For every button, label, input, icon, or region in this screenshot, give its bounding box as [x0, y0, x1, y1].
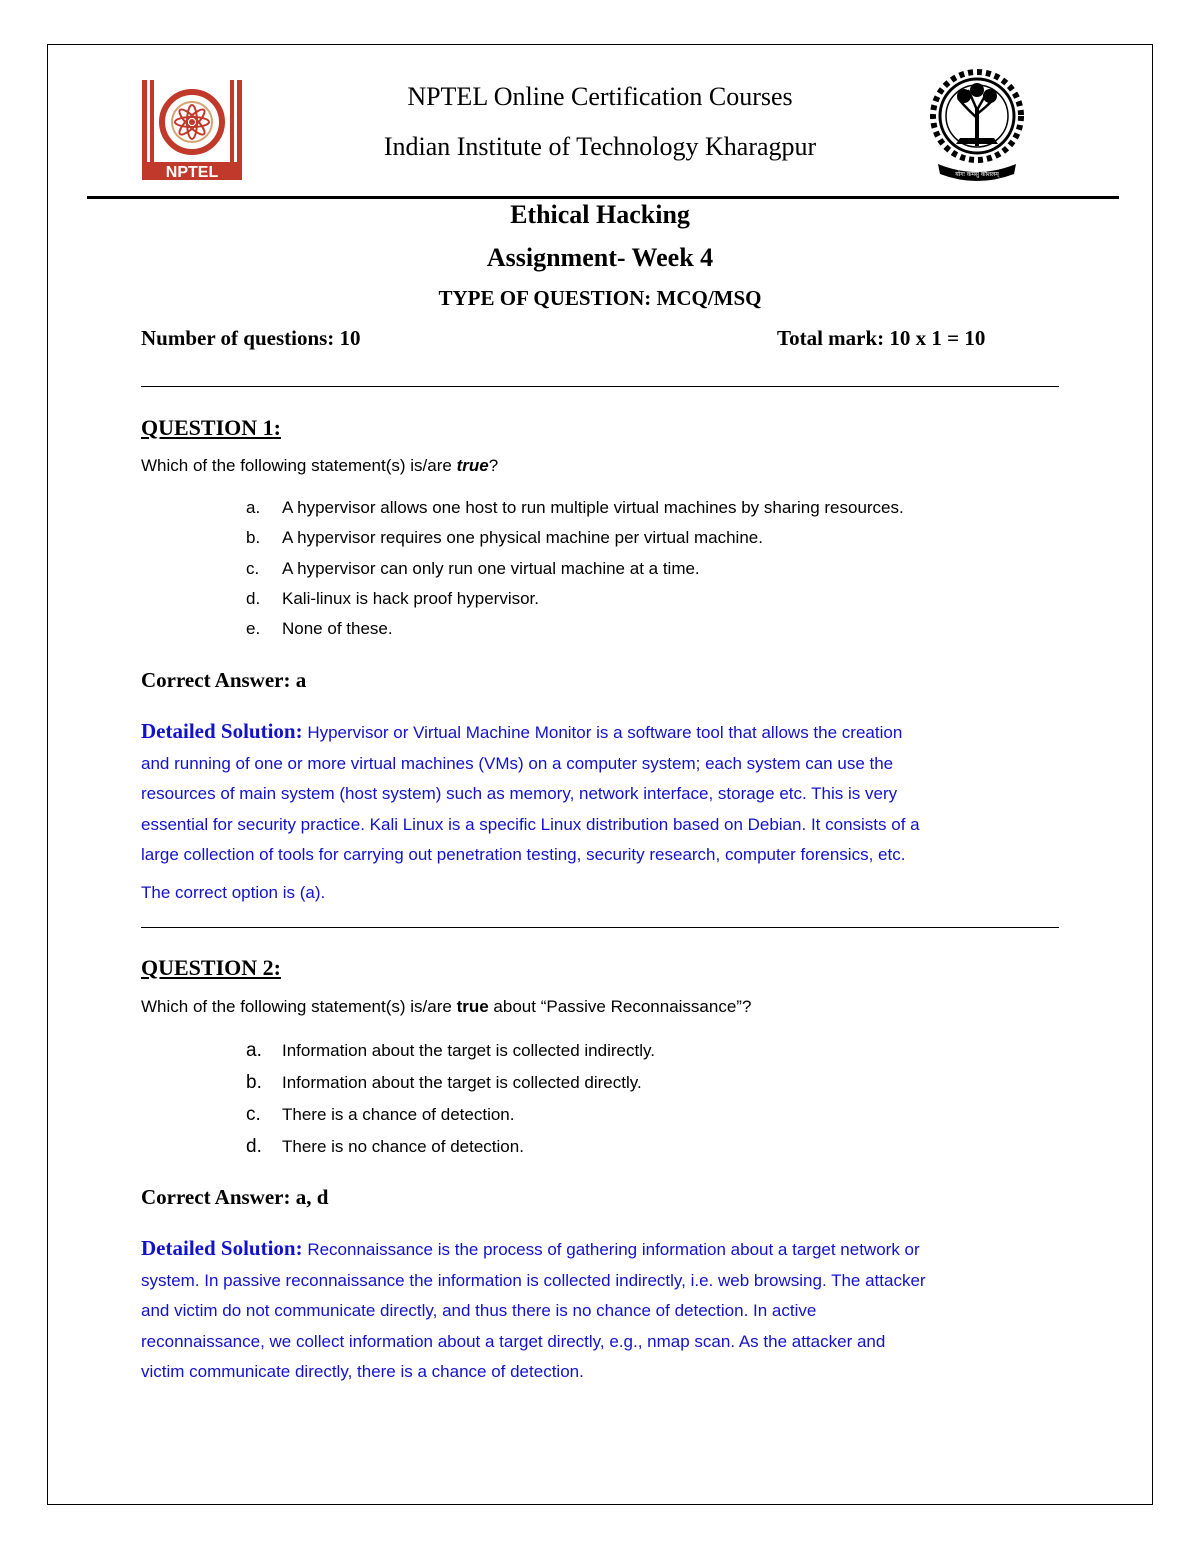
- question-2-text: Which of the following statement(s) is/are true about “Passive Reconnaissance”?: [141, 997, 752, 1016]
- q1-option-e: e. None of these.: [246, 619, 393, 638]
- question-1-text: Which of the following statement(s) is/are true?: [141, 456, 499, 475]
- q2-detailed-solution: Detailed Solution: Reconnaissance is the process of gathering information about a target network or system. In passive reconnaissance the information is collected indirectly, i.e. web browsing. The attacker and victim do not communicate directly, and thus there is no chance of detection. In active reconnaissance, we collect information about a target directly, e.g., nmap scan. As the attacker and victim communicate directly, there is a chance of detection.: [141, 1236, 926, 1381]
- question-2-heading: QUESTION 2:: [141, 955, 281, 980]
- question-1-heading: QUESTION 1:: [141, 415, 281, 440]
- course-title: Ethical Hacking: [510, 200, 690, 229]
- q2-option-c: c. There is a chance of detection.: [246, 1104, 515, 1125]
- q1-option-c: c. A hypervisor can only run one virtual machine at a time.: [246, 559, 700, 578]
- q1-option-a: a. A hypervisor allows one host to run multiple virtual machines by sharing resources.: [246, 498, 904, 517]
- q1-correct-option: The correct option is (a).: [141, 882, 326, 902]
- q2-option-a: a. Information about the target is collected indirectly.: [246, 1040, 655, 1061]
- q2-option-b: b. Information about the target is collected directly.: [246, 1072, 642, 1093]
- separator: [141, 386, 1059, 387]
- q1-detailed-solution: Detailed Solution: Hypervisor or Virtual Machine Monitor is a software tool that allows the creation and running of one or more virtual machines (VMs) on a computer system; each system can use the resources of main system (host system) such as memory, network interface, storage etc. This is very essential for security practice. Kali Linux is a specific Linux distribution based on Debian. It consists of a large collection of tools for carrying out penetration testing, security research, computer forensics, etc. The correct option is (a).: [141, 716, 1071, 908]
- number-of-questions: Number of questions: 10: [141, 326, 361, 350]
- total-mark: Total mark: 10 x 1 = 10: [777, 326, 986, 350]
- q2-correct-answer: Correct Answer: a, d: [141, 1185, 329, 1209]
- assignment-title: Assignment- Week 4: [486, 243, 714, 272]
- separator: [141, 927, 1059, 928]
- q1-option-d: d. Kali-linux is hack proof hypervisor.: [246, 589, 540, 608]
- q1-option-b: b. A hypervisor requires one physical machine per virtual machine.: [246, 528, 763, 547]
- q1-correct-answer: Correct Answer: a: [141, 668, 307, 692]
- header-divider: [87, 196, 1119, 199]
- nptel-logo-text: NPTEL: [165, 164, 219, 181]
- header-line-2: Indian Institute of Technology Kharagpur: [383, 132, 817, 161]
- q2-option-d: d. There is no chance of detection.: [246, 1136, 524, 1157]
- question-type: TYPE OF QUESTION: MCQ/MSQ: [438, 286, 762, 310]
- header-line-1: NPTEL Online Certification Courses: [407, 82, 793, 111]
- seal-motto: योगः कर्मसु कौशलम्: [955, 171, 999, 178]
